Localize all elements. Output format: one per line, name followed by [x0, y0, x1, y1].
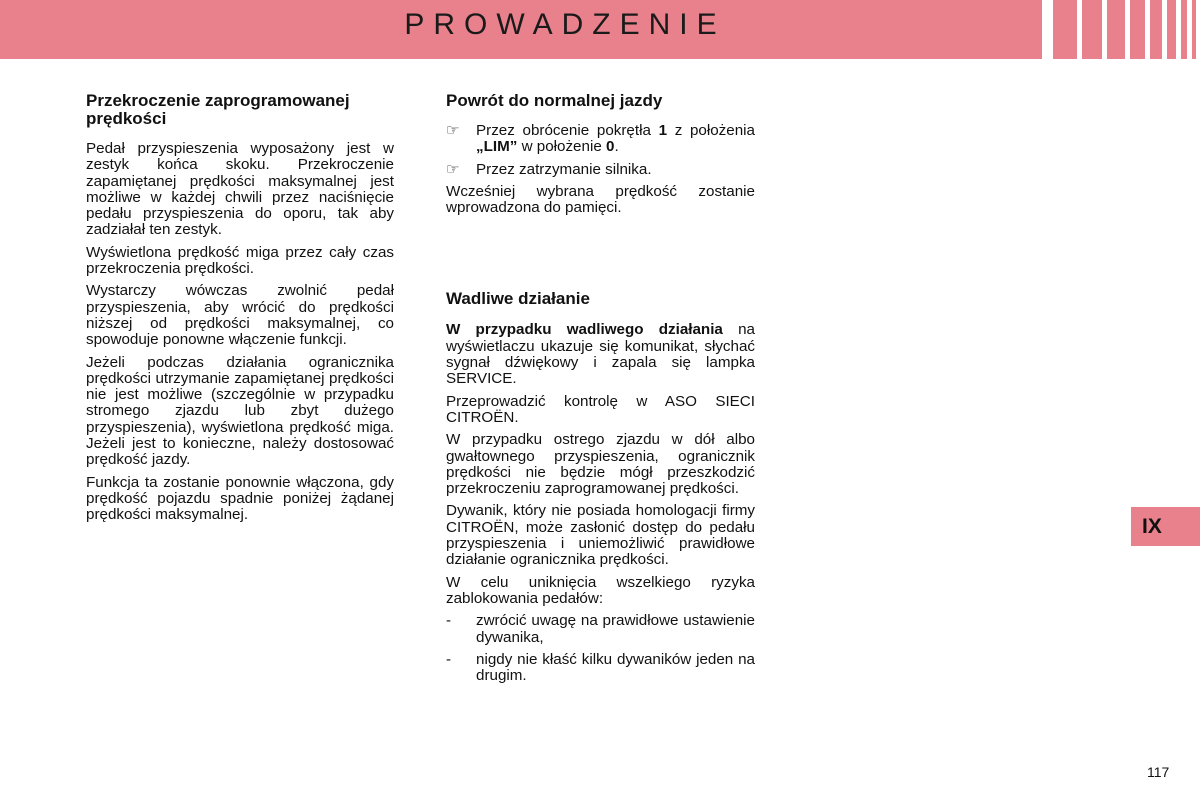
text: w położenie	[517, 138, 606, 156]
section-title: Wadliwe działanie	[446, 289, 590, 309]
page-number: 117	[1147, 764, 1170, 780]
header-stripe	[1192, 0, 1196, 59]
left-column	[86, 92, 394, 530]
section-title: Powrót do normalnej jazdy	[446, 91, 663, 110]
bold-lead: W przypadku wadliwego działania	[446, 321, 723, 339]
section-title: Przekroczenie zaprogramowanej prędkości	[86, 91, 350, 128]
text: na wyświetlaczu ukazuje się komunikat, słychać sygnał dźwiękowy i zapala się lampka SERVICE.	[446, 321, 755, 388]
text: nigdy nie kłaść kilku dywaników jeden na drugim.	[476, 650, 755, 685]
text: Przez zatrzymanie silnika.	[476, 160, 652, 178]
list-item	[446, 613, 755, 646]
text: zwrócić uwagę na prawidłowe ustawienie dywanika,	[476, 612, 755, 646]
zero-position: 0	[606, 138, 615, 156]
paragraph: W celu uniknięcia wszelkiego ryzyka zablokowania pedałów:	[446, 573, 755, 607]
paragraph: Przeprowadzić kontrolę w ASO SIECI CITROËN.	[446, 392, 755, 426]
right-column	[446, 92, 755, 690]
header-stripe	[1181, 0, 1187, 59]
pointing-hand-icon: ☞	[446, 160, 460, 178]
header-stripe	[1130, 0, 1145, 59]
paragraph	[446, 322, 755, 387]
paragraph: Pedał przyspieszenia wyposażony jest w zestyk końca skoku. Przekroczenie zapamiętanej prędkości maksymalnej jest możliwe w każdej chwili przez naciśnięcie pedału przyspieszenia do oporu, tak aby zadziałał ten zestyk.	[86, 140, 394, 239]
list-item	[446, 652, 755, 685]
chapter-title: PROWADZENIE	[404, 8, 726, 41]
paragraph: Wystarczy wówczas zwolnić pedał przyspieszenia, aby wrócić do prędkości niższej od prędkości maksymalnej, co spowoduje ponowne włączenie funkcji.	[86, 282, 394, 349]
list-item	[446, 162, 755, 178]
paragraph: Jeżeli podczas działania ogranicznika prędkości utrzymanie zapamiętanej prędkości nie jest możliwe (szczególnie w przypadku stromego zjazdu lub zbyt dużego przyspieszenia), wyświetlona prędkość miga. Jeżeli jest to konieczne, należy dostosować prędkość jazdy.	[86, 353, 394, 469]
header-stripe	[1167, 0, 1176, 59]
paragraph: Funkcja ta zostanie ponownie włączona, gdy prędkość pojazdu spadnie poniżej żądanej prędkości maksymalnej.	[86, 473, 394, 524]
paragraph: Dywanik, który nie posiada homologacji firmy CITROËN, może zasłonić dostęp do pedału przyspieszenia i uniemożliwić prawidłowe działanie ogranicznika prędkości.	[446, 502, 755, 569]
dash-marker: -	[446, 612, 452, 630]
paragraph: Wcześniej wybrana prędkość zostanie wprowadzona do pamięci.	[446, 182, 755, 217]
text: Przez obrócenie pokrętła	[476, 122, 659, 139]
text: .	[614, 138, 619, 156]
header-stripe	[1150, 0, 1162, 59]
dash-marker: -	[446, 650, 452, 668]
knob-number: 1	[658, 122, 668, 139]
text: z położenia	[667, 122, 755, 139]
list-item	[446, 123, 755, 156]
lim-position: „LIM”	[476, 138, 518, 156]
chapter-tab: IX	[1131, 507, 1200, 546]
paragraph: Wyświetlona prędkość miga przez cały czas przekroczenia prędkości.	[86, 243, 394, 278]
paragraph: W przypadku ostrego zjazdu w dół albo gwałtownego przyspieszenia, ogranicznik prędkości nie będzie mógł przeszkodzić przekroczeniu zaprogramowanej prędkości.	[446, 431, 755, 498]
pointing-hand-icon: ☞	[446, 122, 460, 139]
